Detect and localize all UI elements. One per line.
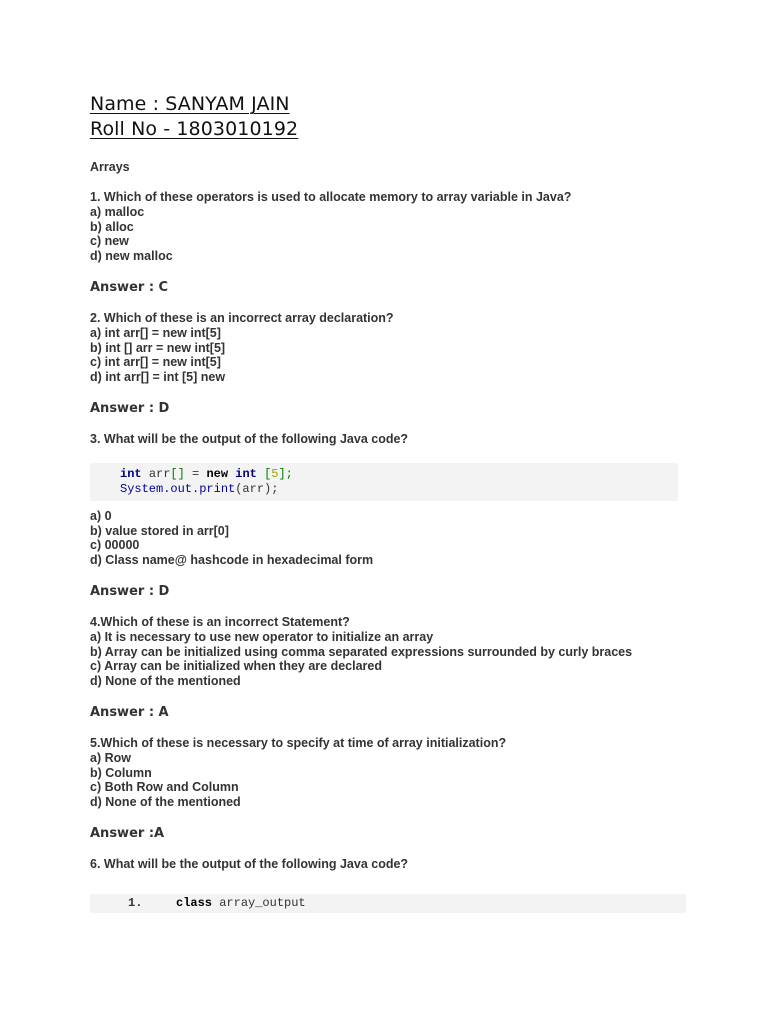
code-open-bracket: [ — [264, 466, 272, 481]
question-text: 3. What will be the output of the following Java code? — [90, 431, 409, 446]
option-a: a) Row — [90, 750, 131, 765]
option-a: a) 0 — [90, 508, 112, 523]
option-d: d) new malloc — [90, 249, 173, 264]
answer-5: Answer :A — [90, 825, 165, 841]
code-print-call: System.out.print — [120, 481, 236, 496]
question-1 — [90, 190, 680, 264]
option-d: d) None of the mentioned — [90, 674, 241, 689]
question-2 — [90, 311, 680, 385]
option-d: d) None of the mentioned — [90, 795, 241, 810]
code-keyword-class: class — [176, 895, 213, 910]
option-c: c) int arr[] = new int[5] — [90, 355, 221, 370]
code-equals: = — [192, 466, 200, 481]
option-d: d) Class name@ hashcode in hexadecimal form — [90, 553, 374, 568]
question-text: 4.Which of these is an incorrect Statement? — [90, 614, 350, 629]
option-c: c) 00000 — [90, 538, 140, 553]
question-text: 6. What will be the output of the following Java code? — [90, 856, 409, 871]
code-brackets: [] — [170, 466, 185, 481]
question-text: 1. Which of these operators is used to allocate memory to array variable in Java? — [90, 190, 572, 204]
code-paren-close: ); — [264, 481, 279, 496]
code-line-number: 1. — [128, 895, 143, 910]
code-identifier: arr — [148, 466, 171, 481]
code-keyword-new: new — [206, 466, 229, 481]
option-d: d) int arr[] = int [5] new — [90, 370, 226, 385]
option-c: c) Both Row and Column — [90, 780, 239, 795]
option-a: a) int arr[] = new int[5] — [90, 325, 221, 340]
option-b: b) Array can be initialized using comma separated expressions surrounded by curly braces — [90, 644, 633, 659]
answer-1: Answer : C — [90, 279, 169, 295]
code-class-name: array_output — [219, 895, 306, 910]
question-text: 5.Which of these is necessary to specify at time of array initialization? — [90, 735, 507, 750]
code-block — [90, 894, 686, 913]
answer-4: Answer : A — [90, 704, 169, 720]
option-b: b) int [] arr = new int[5] — [90, 340, 226, 355]
code-paren-open: ( — [235, 481, 243, 496]
option-c: c) Array can be initialized when they are declared — [90, 659, 383, 674]
code-block — [90, 463, 678, 501]
option-a: a) It is necessary to use new operator to initialize an array — [90, 629, 434, 644]
code-keyword-int-2: int — [235, 466, 257, 481]
student-name: Name : SANYAM JAIN — [90, 93, 290, 115]
code-keyword-int: int — [120, 466, 142, 481]
option-b: b) value stored in arr[0] — [90, 523, 229, 538]
question-5 — [90, 736, 680, 810]
option-b: b) alloc — [90, 219, 134, 234]
question-3 — [90, 432, 680, 568]
answer-2: Answer : D — [90, 400, 170, 416]
option-a: a) malloc — [90, 204, 145, 219]
page-content — [90, 92, 680, 921]
roll-number: Roll No - 1803010192 — [90, 118, 299, 140]
option-b: b) Column — [90, 765, 152, 780]
code-close-bracket: ]; — [278, 466, 293, 481]
option-c: c) new — [90, 234, 129, 249]
question-text: 2. Which of these is an incorrect array declaration? — [90, 310, 394, 325]
code-number: 5 — [271, 466, 279, 481]
question-4 — [90, 615, 680, 689]
topic-title: Arrays — [90, 160, 130, 174]
answer-3: Answer : D — [90, 583, 170, 599]
question-6 — [90, 857, 680, 913]
code-argument: arr — [242, 481, 265, 496]
